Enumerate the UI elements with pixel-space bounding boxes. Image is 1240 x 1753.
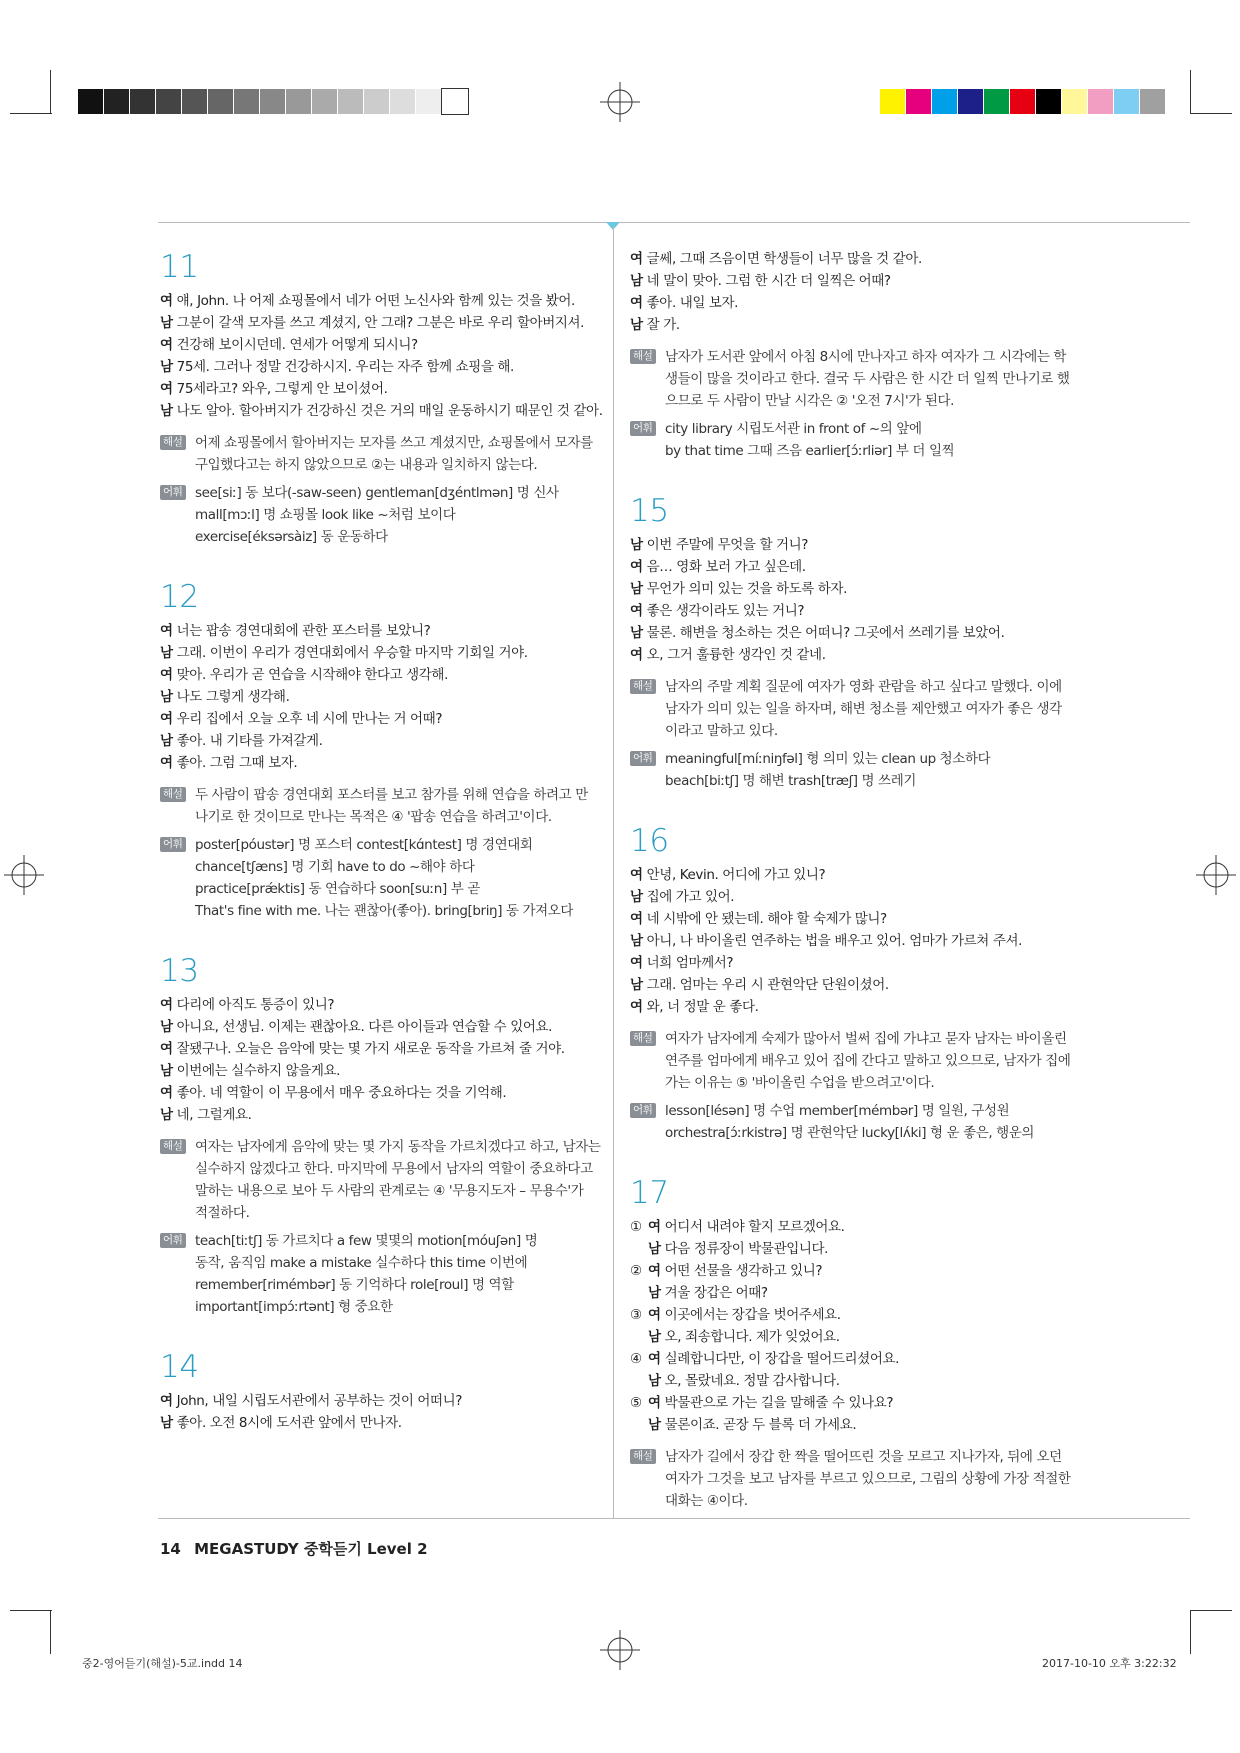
dialogue-text: 어떤 선물을 생각하고 있니? (664, 1263, 823, 1279)
dialogue-text: 네 시밖에 안 됐는데. 해야 할 숙제가 많니? (646, 911, 887, 927)
speaker-label: 남 (648, 1241, 661, 1257)
color-swatch (364, 89, 390, 114)
vocab-line: 동작, 움직임 make a mistake 실수하다 this time 이번에 (195, 1255, 528, 1271)
registration-mark-icon (4, 855, 44, 895)
question-number: 12 (160, 579, 199, 615)
column-divider (613, 226, 614, 1518)
page-number: 14 (160, 1540, 181, 1558)
question-number: 15 (630, 493, 669, 529)
dialogue-text: 안녕, Kevin. 어디에 가고 있니? (646, 867, 826, 883)
vocab-line: That's fine with me. 나는 괜찮아(좋아). bring[briŋ] 동 가져오다 (195, 903, 574, 919)
explanation-line: 어제 쇼핑몰에서 할아버지는 모자를 쓰고 계셨지만, 쇼핑몰에서 모자를 (195, 435, 593, 451)
dialogue-text: 이번 주말에 무엇을 할 거니? (646, 537, 809, 553)
dialogue-text: 아니, 나 바이올린 연주하는 법을 배우고 있어. 엄마가 가르쳐 주셔. (646, 933, 1023, 949)
top-rule (158, 222, 1190, 223)
dialogue-text: 잘 가. (646, 317, 680, 333)
speaker-label: 남 (630, 625, 643, 641)
vocab-line: by that time 그때 즈음 earlier[ɔ́ːrliər] 부 더 일찍 (665, 443, 955, 459)
dialogue-text: 잘됐구나. 오늘은 음악에 맞는 몇 가지 새로운 동작을 가르쳐 줄 거야. (176, 1041, 565, 1057)
dialogue-text: 물론이죠. 곧장 두 블록 더 가세요. (664, 1417, 857, 1433)
speaker-label: 여 (160, 337, 173, 353)
option-line (630, 1238, 1072, 1260)
vocab-block (630, 748, 1072, 792)
explanation-line: 실수하지 않겠다고 한다. 마지막에 무용에서 남자의 역할이 중요하다고 (195, 1161, 593, 1177)
speaker-label: 남 (630, 977, 643, 993)
color-swatch (208, 89, 234, 114)
vocab-line: orchestra[ɔ́ːrkistrə] 명 관현악단 lucky[lʌ́ki] 형 운 좋은, 행운의 (665, 1125, 1035, 1141)
explanation-line: 적절하다. (195, 1205, 250, 1221)
explanation-badge: 해설 (630, 349, 656, 364)
question-number: 16 (630, 823, 669, 859)
question-number: 14 (160, 1349, 199, 1385)
speaker-label: 남 (630, 933, 643, 949)
dialogue-line (630, 996, 1072, 1018)
dialogue-text: 글쎄, 그때 즈음이면 학생들이 너무 많을 것 같아. (646, 251, 922, 267)
explanation-line: 생들이 많을 것이라고 한다. 결국 두 사람은 한 시간 더 일찍 만나기로 했 (665, 371, 1070, 387)
dialogue-line (630, 578, 1072, 600)
color-swatch (932, 89, 958, 114)
option-line (630, 1326, 1072, 1348)
vocab-badge: 어휘 (160, 485, 186, 500)
dialogue-text: 그래. 엄마는 우리 시 관현악단 단원이셨어. (646, 977, 889, 993)
dialogue-line (160, 1082, 602, 1104)
dialogue-text: 겨울 장갑은 어때? (664, 1285, 768, 1301)
vocab-line: meaningful[míːniŋfəl] 형 의미 있는 clean up 청소하다 (665, 751, 991, 767)
dialogue-text: 좋아. 내일 보자. (646, 295, 739, 311)
speaker-label: 여 (160, 755, 173, 771)
speaker-label: 여 (630, 559, 643, 575)
vocab-block (630, 1100, 1072, 1144)
crop-mark (50, 1610, 51, 1654)
dialogue-text: 나도 알아. 할아버지가 건강하신 것은 거의 매일 운동하시기 때문인 것 같아. (176, 403, 603, 419)
section-gap (160, 922, 602, 952)
dialogue-text: 실례합니다만, 이 장갑을 떨어드리셨어요. (664, 1351, 900, 1367)
section-gap (630, 462, 1072, 492)
dialogue-line (160, 1060, 602, 1082)
color-swatch (338, 89, 364, 114)
bottom-rule (158, 1518, 1190, 1519)
color-swatch (1010, 89, 1036, 114)
dialogue-text: 오, 몰랐네요. 정말 감사합니다. (664, 1373, 840, 1389)
explanation-badge: 해설 (630, 1449, 656, 1464)
speaker-label: 남 (160, 1415, 173, 1431)
color-swatch (312, 89, 338, 114)
vocab-badge: 어휘 (630, 421, 656, 436)
speaker-label: 여 (630, 955, 643, 971)
dialogue-text: 맞아. 우리가 곧 연습을 시작해야 한다고 생각해. (176, 667, 448, 683)
vocab-badge: 어휘 (630, 751, 656, 766)
process-color-bar (880, 89, 1166, 114)
color-swatch (1088, 89, 1114, 114)
dialogue-text: 박물관으로 가는 길을 말해줄 수 있나요? (664, 1395, 894, 1411)
color-swatch (156, 89, 182, 114)
right-column (630, 248, 1072, 1512)
speaker-label: 남 (160, 1019, 173, 1035)
dialogue-line (630, 864, 1072, 886)
dialogue-text: 물론. 해변을 청소하는 것은 어떠니? 그곳에서 쓰레기를 보았어. (646, 625, 1005, 641)
page-footer (160, 1538, 428, 1559)
dialogue-text: 어디서 내려야 할지 모르겠어요. (664, 1219, 845, 1235)
question-number: 17 (630, 1175, 669, 1211)
dialogue-line (160, 686, 602, 708)
color-swatch (880, 89, 906, 114)
grayscale-color-bar (78, 89, 468, 114)
dialogue-text: 너희 엄마께서? (646, 955, 734, 971)
dialogue-text: 얘, John. 나 어제 쇼핑몰에서 네가 어떤 노신사와 함께 있는 것을 봤어. (176, 293, 575, 309)
dialogue-line (160, 708, 602, 730)
vocab-line: remember[rimémbər] 동 기억하다 role[roul] 명 역할 (195, 1277, 514, 1293)
speaker-label: 여 (160, 1041, 173, 1057)
left-column (160, 248, 602, 1434)
speaker-label: 여 (648, 1395, 661, 1411)
vocab-badge: 어휘 (160, 1233, 186, 1248)
option-number: ④ (630, 1351, 642, 1367)
explanation-line: 남자가 길에서 장갑 한 짝을 떨어뜨린 것을 모르고 지나가자, 뒤에 오던 (665, 1449, 1062, 1465)
crop-mark (1190, 70, 1191, 114)
speaker-label: 여 (160, 381, 173, 397)
vocab-line: exercise[éksərsàiz] 동 운동하다 (195, 529, 388, 545)
dialogue-text: 그분이 갈색 모자를 쓰고 계셨지, 안 그래? 그분은 바로 우리 할아버지셔. (176, 315, 585, 331)
dialogue-text: 우리 집에서 오늘 오후 네 시에 만나는 거 어때? (176, 711, 443, 727)
explanation-block (160, 784, 602, 828)
explanation-line: 남자가 의미 있는 일을 하자며, 해변 청소를 제안했고 여자가 좋은 생각 (665, 701, 1062, 717)
option-line (630, 1348, 1072, 1370)
dialogue-line (160, 1412, 602, 1434)
explanation-line: 이라고 말하고 있다. (665, 723, 778, 739)
speaker-label: 남 (648, 1417, 661, 1433)
dialogue-line (160, 290, 602, 312)
dialogue-line (630, 270, 1072, 292)
dialogue-text: 다음 정류장이 박물관입니다. (664, 1241, 829, 1257)
dialogue-text: 아니요, 선생님. 이제는 괜찮아요. 다른 아이들과 연습할 수 있어요. (176, 1019, 553, 1035)
color-swatch (984, 89, 1010, 114)
speaker-label: 남 (160, 689, 173, 705)
color-swatch (234, 89, 260, 114)
dialogue-line (160, 1104, 602, 1126)
dialogue-text: 음… 영화 보러 가고 싶은데. (646, 559, 806, 575)
dialogue-text: 너는 팝송 경연대회에 관한 포스터를 보았니? (176, 623, 431, 639)
explanation-badge: 해설 (160, 435, 186, 450)
registration-mark-icon (1196, 855, 1236, 895)
vocab-line: teach[tiːtʃ] 동 가르치다 a few 몇몇의 motion[móuʃən] 명 (195, 1233, 538, 1249)
dialogue-line (160, 356, 602, 378)
section-gap (630, 1144, 1072, 1174)
dialogue-line (160, 994, 602, 1016)
dialogue-line (630, 930, 1072, 952)
vocab-line: important[impɔ́ːrtənt] 형 중요한 (195, 1299, 393, 1315)
dialogue-line (630, 600, 1072, 622)
speaker-label: 여 (630, 295, 643, 311)
dialogue-text: 75세. 그러나 정말 건강하시지. 우리는 자주 함께 쇼핑을 해. (176, 359, 514, 375)
vocab-badge: 어휘 (160, 837, 186, 852)
explanation-block (160, 432, 602, 476)
question-number: 13 (160, 953, 199, 989)
explanation-line: 구입했다고는 하지 않았으므로 ②는 내용과 일치하지 않는다. (195, 457, 538, 473)
color-swatch (1062, 89, 1088, 114)
option-line (630, 1216, 1072, 1238)
vocab-block (160, 1230, 602, 1318)
dialogue-text: 네, 그럴게요. (176, 1107, 252, 1123)
option-number: ② (630, 1263, 642, 1279)
color-swatch (182, 89, 208, 114)
dialogue-line (630, 248, 1072, 270)
explanation-line: 연주를 엄마에게 배우고 있어 집에 간다고 말하고 있으므로, 남자가 집에 (665, 1053, 1071, 1069)
speaker-label: 여 (630, 603, 643, 619)
color-swatch (78, 89, 104, 114)
dialogue-line (630, 622, 1072, 644)
speaker-label: 여 (160, 997, 173, 1013)
dialogue-line (630, 314, 1072, 336)
option-line (630, 1370, 1072, 1392)
speaker-label: 여 (160, 1085, 173, 1101)
dialogue-line (160, 730, 602, 752)
color-swatch (390, 89, 416, 114)
speaker-label: 여 (648, 1307, 661, 1323)
dialogue-line (630, 556, 1072, 578)
dialogue-text: 좋아. 그럼 그때 보자. (176, 755, 298, 771)
vocab-block (630, 418, 1072, 462)
explanation-line: 여자가 남자에게 숙제가 많아서 벌써 집에 가냐고 묻자 남자는 바이올린 (665, 1031, 1067, 1047)
dialogue-text: 집에 가고 있어. (646, 889, 735, 905)
speaker-label: 남 (160, 1063, 173, 1079)
dialogue-text: 좋아. 내 기타를 가져갈게. (176, 733, 323, 749)
dialogue-line (630, 974, 1072, 996)
dialogue-line (160, 642, 602, 664)
speaker-label: 남 (160, 359, 173, 375)
speaker-label: 여 (630, 999, 643, 1015)
vocab-line: practice[prǽktis] 동 연습하다 soon[suːn] 부 곧 (195, 881, 480, 897)
explanation-block (630, 676, 1072, 742)
dialogue-text: 이번에는 실수하지 않을게요. (176, 1063, 341, 1079)
dialogue-text: John, 내일 시립도서관에서 공부하는 것이 어떠니? (176, 1393, 463, 1409)
speaker-label: 여 (630, 867, 643, 883)
option-number: ① (630, 1219, 642, 1235)
dialogue-line (160, 312, 602, 334)
option-line (630, 1260, 1072, 1282)
color-swatch (1036, 89, 1062, 114)
speaker-label: 여 (160, 711, 173, 727)
dialogue-line (160, 1016, 602, 1038)
explanation-block (630, 1446, 1072, 1512)
color-swatch (442, 89, 468, 114)
dialogue-line (630, 886, 1072, 908)
speaker-label: 남 (160, 403, 173, 419)
color-swatch (1140, 89, 1166, 114)
explanation-line: 두 사람이 팝송 경연대회 포스터를 보고 참가를 위해 연습을 하려고 만 (195, 787, 588, 803)
slug-timestamp: 2017-10-10 오후 3:22:32 (1042, 1657, 1177, 1670)
vocab-line: city library 시립도서관 in front of ~의 앞에 (665, 421, 922, 437)
explanation-block (630, 346, 1072, 412)
dialogue-text: 건강해 보이시던데. 연세가 어떻게 되시니? (176, 337, 418, 353)
dialogue-line (160, 664, 602, 686)
vocab-line: see[siː] 동 보다(-saw-seen) gentleman[dʒéntlmən] 명 신사 (195, 485, 559, 501)
explanation-line: 여자가 그것을 보고 남자를 부르고 있으므로, 그림의 상황에 가장 적절한 (665, 1471, 1071, 1487)
dialogue-text: 무언가 의미 있는 것을 하도록 하자. (646, 581, 847, 597)
registration-mark-icon (600, 82, 640, 122)
vocab-line: mall[mɔːl] 명 쇼핑몰 look like ~처럼 보이다 (195, 507, 456, 523)
speaker-label: 남 (630, 317, 643, 333)
explanation-line: 대화는 ④이다. (665, 1493, 748, 1509)
dialogue-text: 이곳에서는 장갑을 벗어주세요. (664, 1307, 841, 1323)
dialogue-line (630, 534, 1072, 556)
color-swatch (260, 89, 286, 114)
section-gap (630, 792, 1072, 822)
book-title: MEGASTUDY 중학듣기 Level 2 (194, 1540, 428, 1558)
speaker-label: 남 (630, 889, 643, 905)
explanation-line: 남자의 주말 계획 질문에 여자가 영화 관람을 하고 싶다고 말했다. 이에 (665, 679, 1062, 695)
option-line (630, 1392, 1072, 1414)
speaker-label: 남 (160, 315, 173, 331)
speaker-label: 여 (648, 1263, 661, 1279)
dialogue-text: 네 말이 맞아. 그럼 한 시간 더 일찍은 어때? (646, 273, 891, 289)
speaker-label: 남 (630, 273, 643, 289)
dialogue-line (630, 644, 1072, 666)
color-swatch (958, 89, 984, 114)
dialogue-line (160, 400, 602, 422)
option-line (630, 1282, 1072, 1304)
crop-mark (1190, 1610, 1191, 1654)
explanation-badge: 해설 (160, 1139, 186, 1154)
color-swatch (416, 89, 442, 114)
dialogue-text: 좋은 생각이라도 있는 거니? (646, 603, 805, 619)
dialogue-text: 다리에 아직도 통증이 있니? (176, 997, 335, 1013)
dialogue-line (160, 752, 602, 774)
explanation-badge: 해설 (630, 1031, 656, 1046)
speaker-label: 여 (160, 667, 173, 683)
vocab-badge: 어휘 (630, 1103, 656, 1118)
speaker-label: 여 (160, 1393, 173, 1409)
speaker-label: 남 (630, 581, 643, 597)
speaker-label: 여 (160, 623, 173, 639)
color-swatch (1114, 89, 1140, 114)
dialogue-text: 75세라고? 와우, 그렇게 안 보이셨어. (176, 381, 388, 397)
explanation-badge: 해설 (630, 679, 656, 694)
speaker-label: 여 (160, 293, 173, 309)
color-swatch (906, 89, 932, 114)
section-gap (160, 548, 602, 578)
speaker-label: 남 (160, 645, 173, 661)
dialogue-line (160, 1038, 602, 1060)
speaker-label: 여 (630, 647, 643, 663)
dialogue-text: 오, 죄송합니다. 제가 잊었어요. (664, 1329, 840, 1345)
registration-mark-icon (600, 1630, 640, 1670)
dialogue-line (160, 620, 602, 642)
color-swatch (130, 89, 156, 114)
option-line (630, 1414, 1072, 1436)
dialogue-line (160, 334, 602, 356)
explanation-block (160, 1136, 602, 1224)
dialogue-line (160, 378, 602, 400)
vocab-block (160, 834, 602, 922)
option-number: ⑤ (630, 1395, 642, 1411)
color-swatch (104, 89, 130, 114)
explanation-line: 남자가 도서관 앞에서 아침 8시에 만나자고 하자 여자가 그 시각에는 학 (665, 349, 1067, 365)
speaker-label: 남 (648, 1329, 661, 1345)
explanation-line: 말하는 내용으로 보아 두 사람의 관계로는 ④ '무용지도자 – 무용수'가 (195, 1183, 584, 1199)
explanation-line: 으므로 두 사람이 만날 시각은 ② '오전 7시'가 된다. (665, 393, 955, 409)
vocab-block (160, 482, 602, 548)
speaker-label: 남 (648, 1285, 661, 1301)
dialogue-text: 나도 그렇게 생각해. (176, 689, 290, 705)
vocab-line: lesson[lésən] 명 수업 member[mémbər] 명 일원, 구성원 (665, 1103, 1010, 1119)
color-swatch (286, 89, 312, 114)
vocab-line: chance[tʃæns] 명 기회 have to do ~해야 하다 (195, 859, 475, 875)
dialogue-line (630, 952, 1072, 974)
option-line (630, 1304, 1072, 1326)
dialogue-text: 좋아. 네 역할이 이 무용에서 매우 중요하다는 것을 기억해. (176, 1085, 507, 1101)
speaker-label: 남 (630, 537, 643, 553)
dialogue-line (630, 908, 1072, 930)
crop-mark (1190, 113, 1232, 114)
dialogue-line (160, 1390, 602, 1412)
crop-mark (10, 1610, 52, 1611)
dialogue-text: 그래. 이번이 우리가 경연대회에서 우승할 마지막 기회일 거야. (176, 645, 528, 661)
speaker-label: 여 (648, 1351, 661, 1367)
explanation-line: 나기로 한 것이므로 만나는 목적은 ④ '팝송 연습을 하려고'이다. (195, 809, 552, 825)
explanation-line: 여자는 남자에게 음악에 맞는 몇 가지 동작을 가르치겠다고 하고, 남자는 (195, 1139, 601, 1155)
vocab-line: poster[póustər] 명 포스터 contest[kɑ́ntest] 명 경연대회 (195, 837, 533, 853)
crop-mark (10, 113, 52, 114)
slug-filename: 중2-영어듣기(해설)-5교.indd 14 (82, 1657, 243, 1670)
crop-mark (1190, 1610, 1232, 1611)
dialogue-line (630, 292, 1072, 314)
vocab-line: beach[biːtʃ] 명 해변 trash[træʃ] 명 쓰레기 (665, 773, 916, 789)
question-number: 11 (160, 249, 199, 285)
section-gap (160, 1318, 602, 1348)
speaker-label: 여 (630, 251, 643, 267)
speaker-label: 남 (160, 733, 173, 749)
speaker-label: 남 (160, 1107, 173, 1123)
dialogue-text: 오, 그거 훌륭한 생각인 것 같네. (646, 647, 826, 663)
crop-mark (50, 70, 51, 114)
explanation-block (630, 1028, 1072, 1094)
dialogue-text: 좋아. 오전 8시에 도서관 앞에서 만나자. (176, 1415, 402, 1431)
explanation-badge: 해설 (160, 787, 186, 802)
option-number: ③ (630, 1307, 642, 1323)
explanation-line: 가는 이유는 ⑤ '바이올린 수업을 받으려고'이다. (665, 1075, 935, 1091)
speaker-label: 여 (648, 1219, 661, 1235)
dialogue-text: 와, 너 정말 운 좋다. (646, 999, 759, 1015)
speaker-label: 남 (648, 1373, 661, 1389)
speaker-label: 여 (630, 911, 643, 927)
